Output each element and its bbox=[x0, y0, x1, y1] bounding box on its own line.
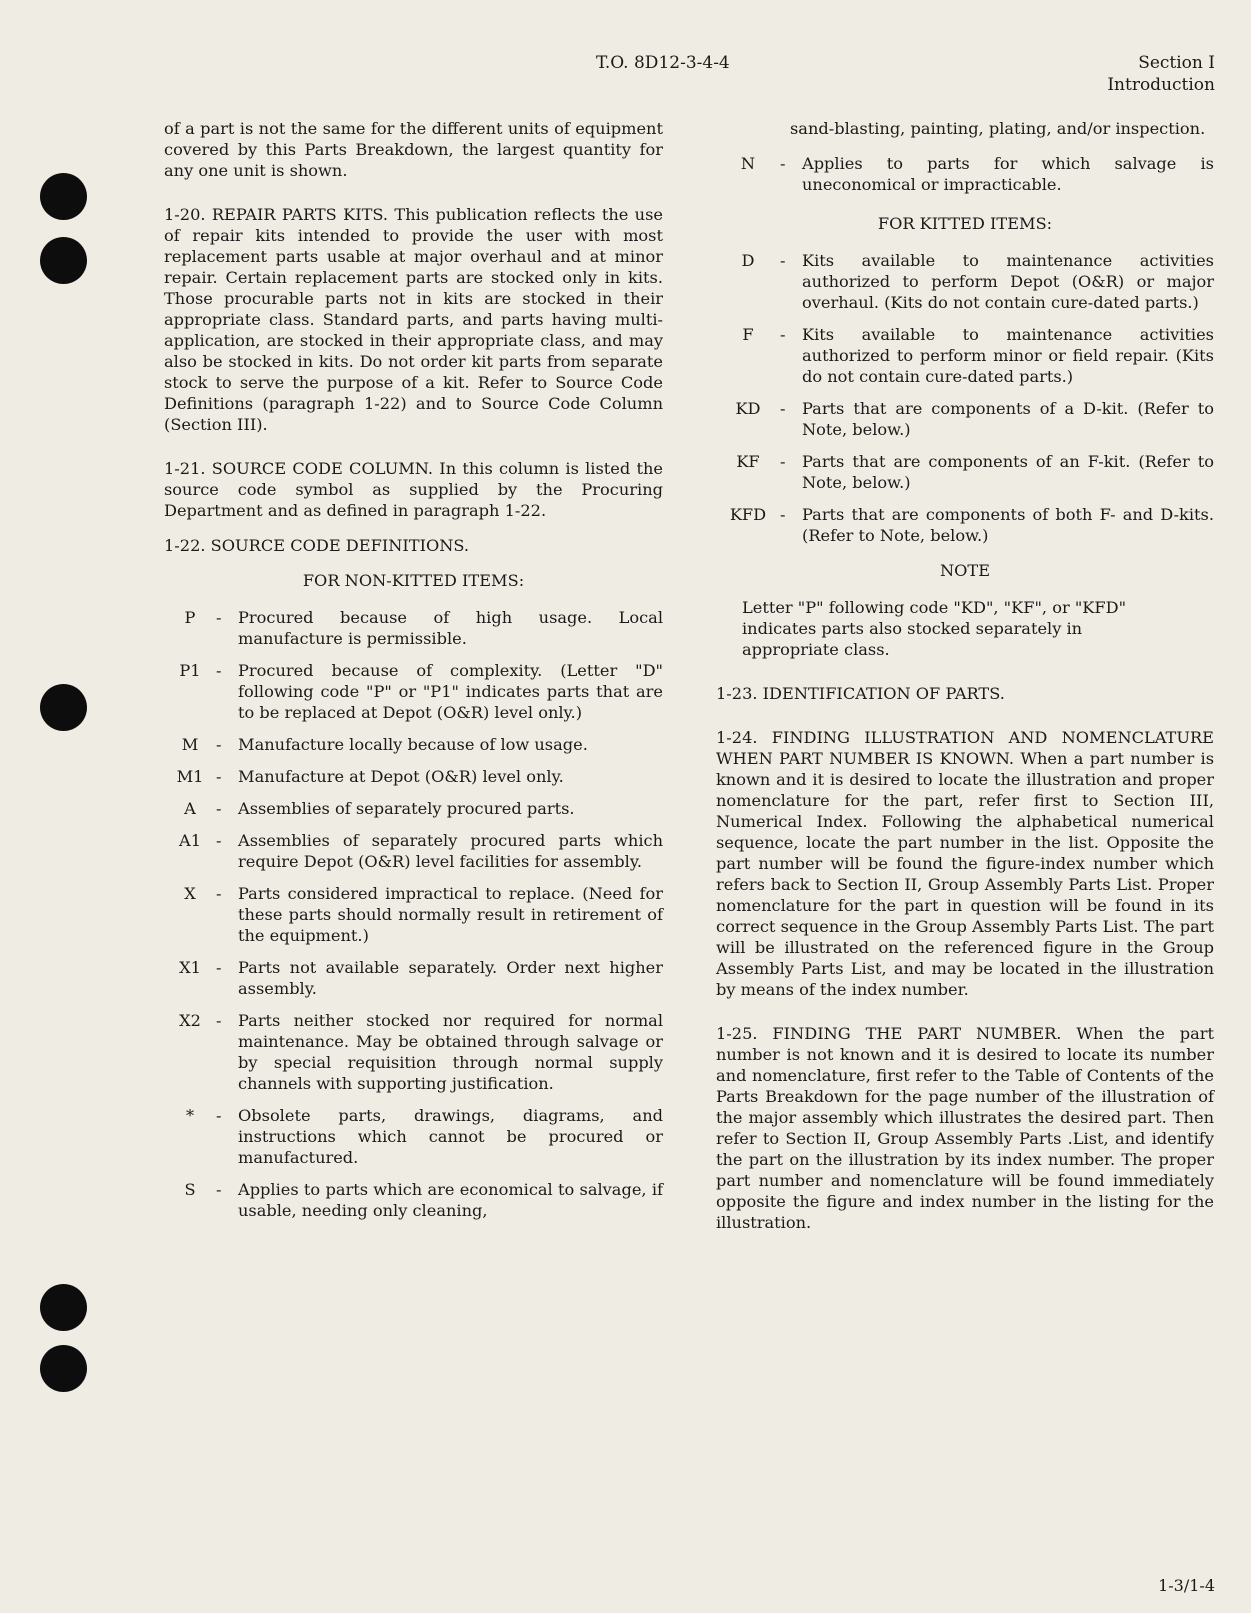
code-definition: Parts neither stocked nor required for normal maintenance. May be obtained through salvage or by special requisition through normal supply channels with supporting justification. bbox=[238, 1011, 663, 1093]
binder-hole-4 bbox=[40, 1284, 87, 1331]
code-entry: N - Applies to parts for which salvage is uneconomical or impracticable. bbox=[716, 153, 1214, 195]
code-entry: X - Parts considered impractical to replace. (Need for these parts should normally result in retirement of the equipment.) bbox=[164, 883, 663, 946]
kit-code-entry: D - Kits available to maintenance activities authorized to perform Depot (O&R) or major overhaul. (Kits do not contain cure-dated parts.) bbox=[716, 250, 1214, 313]
code-entry: P1 - Procured because of complexity. (Letter "D" following code "P" or "P1" indicates parts that are to be replaced at Depot (O&R) level only.) bbox=[164, 660, 663, 723]
binder-hole-2 bbox=[40, 237, 87, 284]
code-symbol: A bbox=[184, 799, 196, 818]
code-symbol: A1 bbox=[179, 831, 201, 850]
paragraph-1-20: 1-20. REPAIR PARTS KITS. This publication reflects the use of repair kits intended to provide the user with most replacement parts usable at major overhaul and at minor repair. Certain replacement parts are stocked only in kits. Those procurable parts not in kits are stocked in their appropriate class. Standard parts, and parts having multi-application, are stocked in their appropriate class, and may also be stocked in kits. Do not order kit parts from separate stock to serve the purpose of a kit. Refer to Source Code Definitions (paragraph 1-22) and to Source Code Column (Section III). bbox=[164, 205, 663, 434]
code-entry: S - Applies to parts which are economical to salvage, if usable, needing only cleaning, bbox=[164, 1179, 663, 1221]
code-symbol: X bbox=[184, 884, 196, 903]
code-entry: A - Assemblies of separately procured parts. bbox=[164, 798, 663, 819]
section-label: Section I bbox=[1138, 53, 1215, 73]
code-definition: Procured because of complexity. (Letter "D" following code "P" or "P1" indicates parts that are to be replaced at Depot (O&R) level only.) bbox=[238, 661, 663, 722]
code-entry: * - Obsolete parts, drawings, diagrams, and instructions which cannot be procured or manufactured. bbox=[164, 1105, 663, 1168]
code-definition: Obsolete parts, drawings, diagrams, and instructions which cannot be procured or manufactured. bbox=[238, 1106, 663, 1167]
code-symbol: M1 bbox=[176, 767, 204, 786]
code-symbol: N bbox=[740, 154, 756, 173]
code-symbol: X1 bbox=[179, 958, 201, 977]
code-entry: X2 - Parts neither stocked nor required for normal maintenance. May be obtained through salvage or by special requisition through normal supply channels with supporting justification. bbox=[164, 1010, 663, 1094]
code-definition: Parts not available separately. Order next higher assembly. bbox=[238, 958, 663, 998]
code-entry: A1 - Assemblies of separately procured parts which require Depot (O&R) level facilities for assembly. bbox=[164, 830, 663, 872]
code-symbol: P bbox=[184, 608, 196, 627]
kit-code-entry: F - Kits available to maintenance activities authorized to perform minor or field repair. (Kits do not contain cure-dated parts.) bbox=[716, 324, 1214, 387]
code-symbol: M bbox=[181, 735, 199, 754]
non-kitted-heading: FOR NON-KITTED ITEMS: bbox=[302, 571, 525, 590]
code-definition: Procured because of high usage. Local manufacture is permissible. bbox=[238, 608, 663, 648]
left-column bbox=[164, 118, 663, 1232]
code-symbol: P1 bbox=[179, 661, 201, 680]
code-definition: Parts that are components of both F- and D-kits. (Refer to Note, below.) bbox=[802, 505, 1214, 545]
code-definition: Kits available to maintenance activities authorized to perform minor or field repair. (Kits do not contain cure-dated parts.) bbox=[802, 325, 1214, 386]
s-code-continuation: sand-blasting, painting, plating, and/or inspection. bbox=[790, 119, 1206, 138]
code-symbol: S bbox=[184, 1180, 196, 1199]
code-symbol: KF bbox=[736, 452, 760, 471]
code-entry: P - Procured because of high usage. Local manufacture is permissible. bbox=[164, 607, 663, 649]
code-symbol: KD bbox=[735, 399, 761, 418]
binder-hole-5 bbox=[40, 1345, 87, 1392]
page-number: 1-3/1-4 bbox=[1158, 1576, 1215, 1595]
code-definition: Parts that are components of an F-kit. (Refer to Note, below.) bbox=[802, 452, 1214, 492]
paragraph-1-22: 1-22. SOURCE CODE DEFINITIONS. bbox=[164, 536, 470, 555]
right-column bbox=[716, 118, 1214, 1256]
code-definition: Assemblies of separately procured parts which require Depot (O&R) level facilities for assembly. bbox=[238, 831, 663, 871]
kit-code-entry: KFD - Parts that are components of both F- and D-kits. (Refer to Note, below.) bbox=[716, 504, 1214, 546]
binder-hole-3 bbox=[40, 684, 87, 731]
code-symbol: X2 bbox=[179, 1011, 201, 1030]
section-header bbox=[1107, 52, 1215, 96]
note-heading: NOTE bbox=[939, 561, 991, 580]
kit-code-entry: KF - Parts that are components of an F-kit. (Refer to Note, below.) bbox=[716, 451, 1214, 493]
code-definition: Assemblies of separately procured parts. bbox=[238, 799, 575, 818]
code-symbol: * bbox=[185, 1106, 195, 1125]
paragraph-1-24: 1-24. FINDING ILLUSTRATION AND NOMENCLATURE WHEN PART NUMBER IS KNOWN. When a part number is known and it is desired to locate the illustration and proper nomenclature for the part, refer first to Section III, Numerical Index. Following the alphabetical numerical sequence, locate the part number in the list. Opposite the part number will be found the figure-index number which refers back to Section II, Group Assembly Parts List. Proper nomenclature for the part in question will be found in its correct sequence in the Group Assembly Parts List. The part will be illustrated on the referenced figure in the Group Assembly Parts List, and may be located in the illustration by means of the index number. bbox=[716, 728, 1214, 999]
code-symbol: D bbox=[741, 251, 755, 270]
code-definition: Applies to parts which are economical to salvage, if usable, needing only cleaning, bbox=[238, 1180, 663, 1220]
paragraph-1-25: 1-25. FINDING THE PART NUMBER. When the part number is not known and it is desired to locate its number and nomenclature, first refer to the Table of Contents of the Parts Breakdown for the page number of the illustration of the major assembly which illustrates the desired part. Then refer to Section II, Group Assembly Parts .List, and identify the part on the illustration by its index number. The proper part number and nomenclature will be found immediately opposite the figure and index number in the listing for the illustration. bbox=[716, 1024, 1214, 1232]
to-number: T.O. 8D12-3-4-4 bbox=[596, 53, 730, 73]
code-definition: Kits available to maintenance activities authorized to perform Depot (O&R) or major overhaul. (Kits do not contain cure-dated parts.) bbox=[802, 251, 1214, 312]
code-entry: M - Manufacture locally because of low usage. bbox=[164, 734, 663, 755]
binder-hole-1 bbox=[40, 173, 87, 220]
section-title: Introduction bbox=[1107, 75, 1215, 95]
note-text: Letter "P" following code "KD", "KF", or "KFD" indicates parts also stocked separately in appropriate class. bbox=[742, 598, 1127, 659]
code-symbol: F bbox=[742, 325, 754, 344]
paragraph-1-21: 1-21. SOURCE CODE COLUMN. In this column is listed the source code symbol as supplied by the Procuring Department and as defined in paragraph 1-22. bbox=[164, 459, 663, 520]
code-definition: Parts that are components of a D-kit. (Refer to Note, below.) bbox=[802, 399, 1214, 439]
code-entry: M1 - Manufacture at Depot (O&R) level only. bbox=[164, 766, 663, 787]
code-entry: X1 - Parts not available separately. Order next higher assembly. bbox=[164, 957, 663, 999]
code-definition: Manufacture locally because of low usage. bbox=[238, 735, 588, 754]
kitted-heading: FOR KITTED ITEMS: bbox=[877, 214, 1053, 233]
continuation-paragraph: of a part is not the same for the different units of equipment covered by this Parts Breakdown, the largest quantity for any one unit is shown. bbox=[164, 119, 663, 180]
paragraph-1-23: 1-23. IDENTIFICATION OF PARTS. bbox=[716, 684, 1005, 703]
kit-code-entry: KD - Parts that are components of a D-kit. (Refer to Note, below.) bbox=[716, 398, 1214, 440]
code-definition: Parts considered impractical to replace. (Need for these parts should normally result in retirement of the equipment.) bbox=[238, 884, 663, 945]
code-definition: Manufacture at Depot (O&R) level only. bbox=[238, 767, 564, 786]
code-symbol: KFD bbox=[729, 505, 767, 524]
code-definition: Applies to parts for which salvage is uneconomical or impracticable. bbox=[802, 154, 1214, 194]
